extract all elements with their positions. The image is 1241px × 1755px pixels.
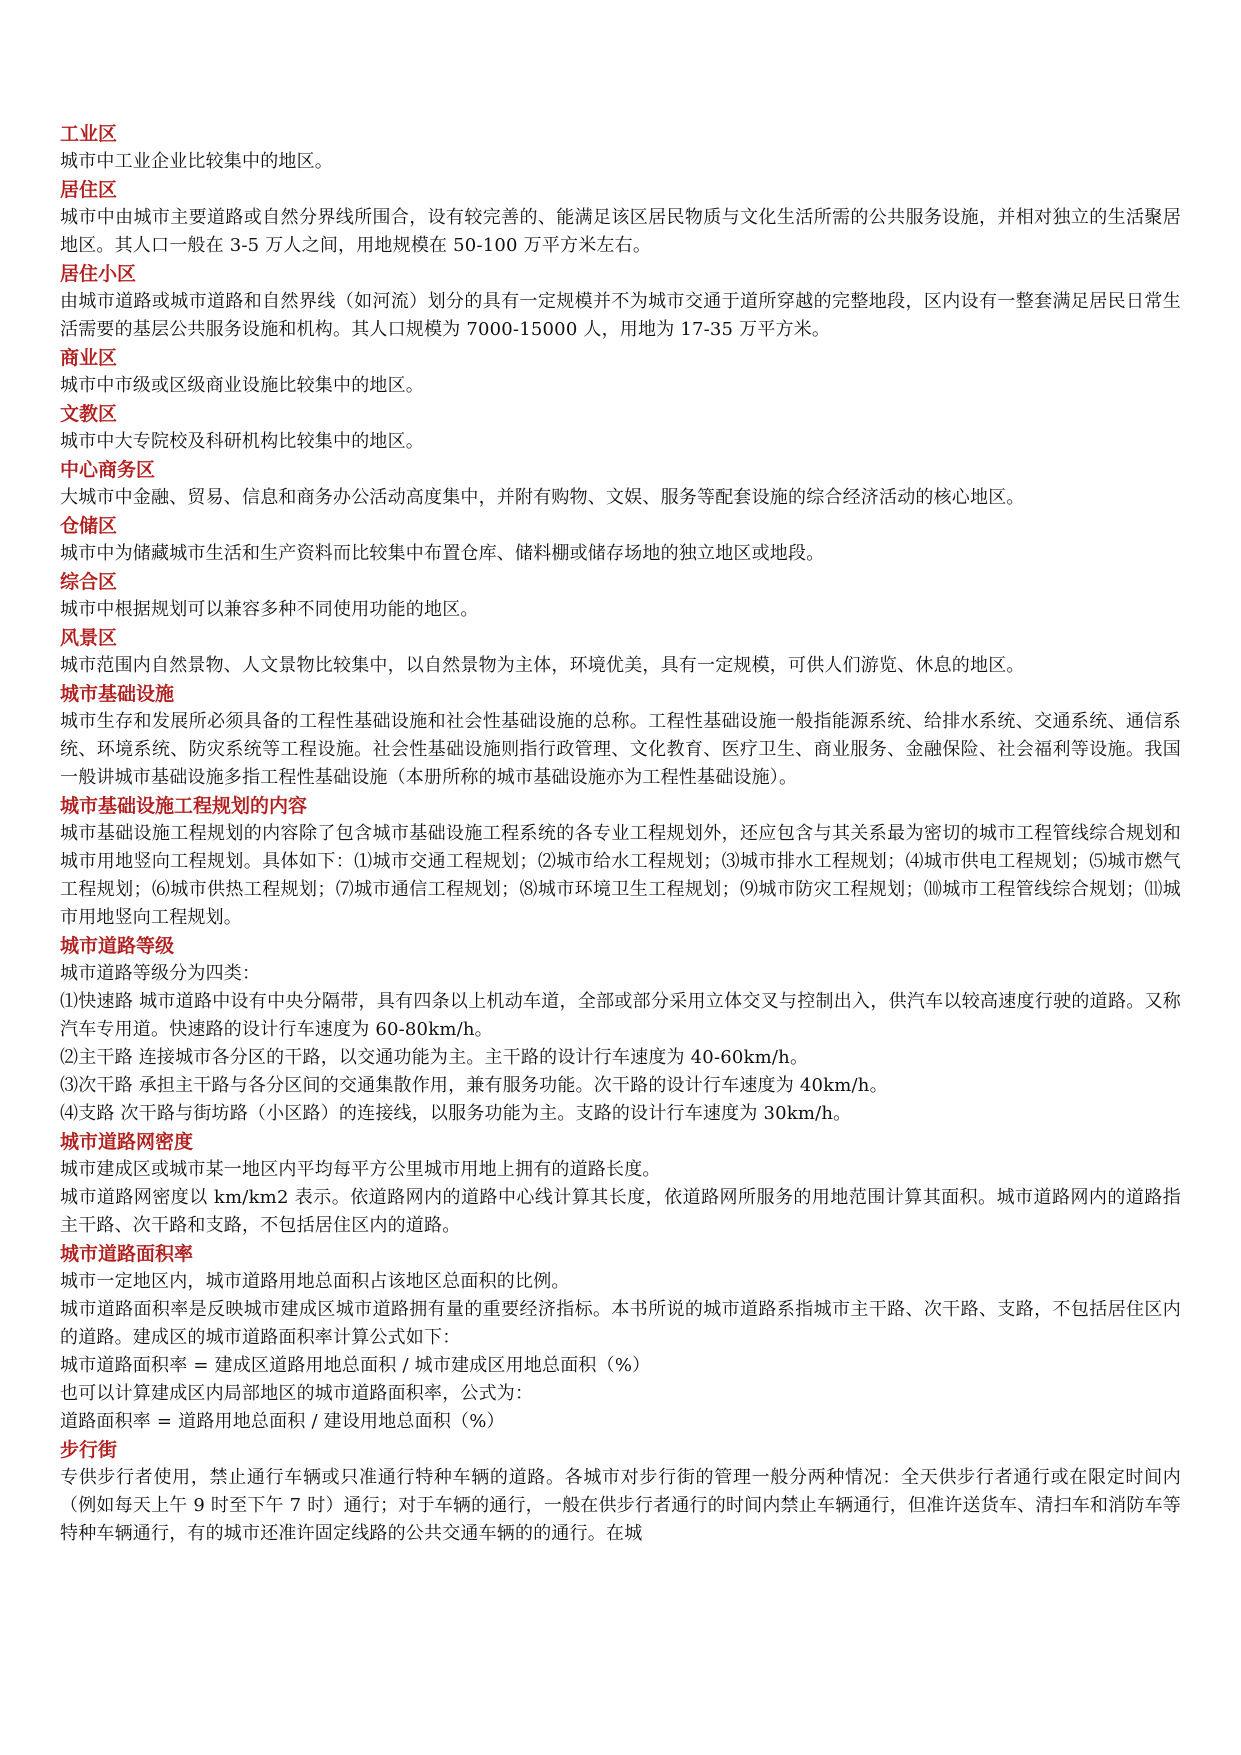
glossary-entry-commercial-district [60, 344, 1181, 400]
definition-paragraph: 城市一定地区内，城市道路用地总面积占该地区总面积的比例。 [60, 1271, 570, 1292]
formula-line: 道路面积率 = 道路用地总面积 / 建设用地总面积（%） [60, 1411, 505, 1432]
definition-paragraph: 城市中为储藏城市生活和生产资料而比较集中布置仓库、储料棚或储存场地的独立地区或地段。 [60, 543, 825, 564]
definition-paragraph: 城市中由城市主要道路或自然分界线所围合，设有较完善的、能满足该区居民物质与文化生活所需的公共服务设施，并相对独立的生活聚居地区。其人口一般在 3-5 万人之间，用地规模在 50-100 万平方米左右。 [60, 207, 1181, 256]
glossary-entry-pedestrian-street [60, 1436, 1181, 1548]
glossary-entry-infrastructure-planning-content [60, 792, 1181, 932]
definition-paragraph: 专供步行者使用，禁止通行车辆或只准通行特种车辆的道路。各城市对步行街的管理一般分两种情况：全天供步行者通行或在限定时间内（例如每天上午 9 时至下午 7 时）通行；对于车辆的通行，一般在供步行者通行的时间内禁止车辆通行，但准许送货车、清扫车和消防车等特种车辆通行，有的城市还准许固定线路的公共交通车辆的的通行。在城 [60, 1467, 1181, 1544]
term-heading: 文教区 [60, 403, 118, 425]
term-heading: 步行街 [60, 1439, 118, 1461]
term-heading: 工业区 [60, 123, 118, 145]
term-heading: 综合区 [60, 571, 118, 593]
glossary-entry-road-network-density [60, 1128, 1181, 1240]
glossary-entry-road-classification [60, 932, 1181, 1128]
glossary-entry-residential-quarter [60, 260, 1181, 344]
definition-paragraph: 城市中大专院校及科研机构比较集中的地区。 [60, 431, 424, 452]
glossary-entry-scenic-area [60, 624, 1181, 680]
definition-paragraph: 城市建成区或城市某一地区内平均每平方公里城市用地上拥有的道路长度。 [60, 1159, 661, 1180]
definition-paragraph: 城市中市级或区级商业设施比较集中的地区。 [60, 375, 424, 396]
definition-paragraph: 城市中根据规划可以兼容多种不同使用功能的地区。 [60, 599, 479, 620]
term-heading: 仓储区 [60, 515, 118, 537]
definition-paragraph: ⑴快速路 城市道路中设有中央分隔带，具有四条以上机动车道，全部或部分采用立体交叉与控制出入，供汽车以较高速度行驶的道路。又称汽车专用道。快速路的设计行车速度为 60-80km/h。 [60, 991, 1181, 1040]
definition-paragraph: 城市范围内自然景物、人文景物比较集中，以自然景物为主体，环境优美，具有一定规模，可供人们游览、休息的地区。 [60, 655, 1025, 676]
definition-paragraph: 城市中工业企业比较集中的地区。 [60, 151, 333, 172]
glossary-entry-residential-district [60, 176, 1181, 260]
definition-paragraph: 也可以计算建成区内局部地区的城市道路面积率，公式为： [60, 1383, 534, 1404]
term-heading: 商业区 [60, 347, 118, 369]
term-heading: 城市道路等级 [60, 935, 175, 957]
term-heading: 居住区 [60, 179, 118, 201]
glossary-entry-cbd [60, 456, 1181, 512]
definition-paragraph: ⑷支路 次干路与街坊路（小区路）的连接线，以服务功能为主。支路的设计行车速度为 30km/h。 [60, 1103, 852, 1124]
term-heading: 中心商务区 [60, 459, 156, 481]
term-heading: 城市基础设施工程规划的内容 [60, 795, 308, 817]
term-heading: 居住小区 [60, 263, 137, 285]
definition-paragraph: 城市道路面积率是反映城市建成区城市道路拥有量的重要经济指标。本书所说的城市道路系指城市主干路、次干路、支路，不包括居住区内的道路。建成区的城市道路面积率计算公式如下： [60, 1299, 1181, 1348]
glossary-entry-warehouse-district [60, 512, 1181, 568]
definition-paragraph: 由城市道路或城市道路和自然界线（如河流）划分的具有一定规模并不为城市交通于道所穿越的完整地段，区内设有一整套满足居民日常生活需要的基层公共服务设施和机构。其人口规模为 7000-15000 人，用地为 17-35 万平方米。 [60, 291, 1181, 340]
glossary-entry-urban-infrastructure [60, 680, 1181, 792]
term-heading: 城市道路面积率 [60, 1243, 194, 1265]
term-heading: 城市基础设施 [60, 683, 175, 705]
term-heading: 城市道路网密度 [60, 1131, 194, 1153]
glossary-entry-educational-district [60, 400, 1181, 456]
formula-line: 城市道路面积率 = 建成区道路用地总面积 / 城市建成区用地总面积（%） [60, 1355, 651, 1376]
definition-paragraph: 城市基础设施工程规划的内容除了包含城市基础设施工程系统的各专业工程规划外，还应包含与其关系最为密切的城市工程管线综合规划和城市用地竖向工程规划。具体如下：⑴城市交通工程规划；⑵城市给水工程规划；⑶城市排水工程规划；⑷城市供电工程规划；⑸城市燃气工程规划；⑹城市供热工程规划；⑺城市通信工程规划；⑻城市环境卫生工程规划；⑼城市防灾工程规划；⑽城市工程管线综合规划；⑾城市用地竖向工程规划。 [60, 823, 1181, 928]
definition-paragraph: 城市道路网密度以 km/km2 表示。依道路网内的道路中心线计算其长度，依道路网所服务的用地范围计算其面积。城市道路网内的道路指主干路、次干路和支路，不包括居住区内的道路。 [60, 1187, 1181, 1236]
definition-paragraph: 大城市中金融、贸易、信息和商务办公活动高度集中，并附有购物、文娱、服务等配套设施的综合经济活动的核心地区。 [60, 487, 1025, 508]
definition-paragraph: ⑵主干路 连接城市各分区的干路，以交通功能为主。主干路的设计行车速度为 40-60km/h。 [60, 1047, 809, 1068]
glossary-entry-industrial-zone [60, 120, 1181, 176]
glossary-entry-mixed-use-district [60, 568, 1181, 624]
term-heading: 风景区 [60, 627, 118, 649]
definition-paragraph: 城市生存和发展所必须具备的工程性基础设施和社会性基础设施的总称。工程性基础设施一般指能源系统、给排水系统、交通系统、通信系统、环境系统、防灾系统等工程设施。社会性基础设施则指行政管理、文化教育、医疗卫生、商业服务、金融保险、社会福利等设施。我国一般讲城市基础设施多指工程性基础设施（本册所称的城市基础设施亦为工程性基础设施）。 [60, 711, 1181, 788]
glossary-entry-road-area-ratio [60, 1240, 1181, 1436]
definition-paragraph: 城市道路等级分为四类： [60, 963, 261, 984]
definition-paragraph: ⑶次干路 承担主干路与各分区间的交通集散作用，兼有服务功能。次干路的设计行车速度为 40km/h。 [60, 1075, 888, 1096]
